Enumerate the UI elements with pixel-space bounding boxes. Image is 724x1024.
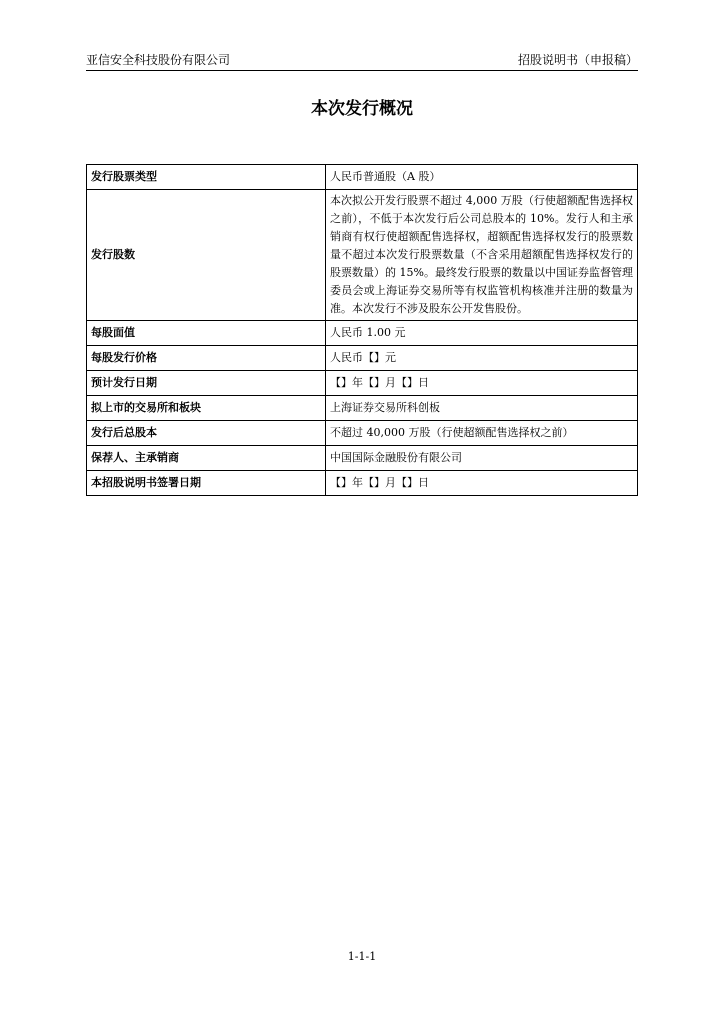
table-row (87, 321, 638, 346)
page-title: 本次发行概况 (311, 99, 413, 119)
header-document-type: 招股说明书（申报稿） (517, 53, 638, 67)
row-label: 拟上市的交易所和板块 (87, 396, 326, 421)
table-row (87, 346, 638, 371)
row-value: 不超过 40,000 万股（行使超额配售选择权之前） (326, 421, 638, 446)
row-value: 上海证券交易所科创板 (326, 396, 638, 421)
table-row (87, 396, 638, 421)
row-label: 本招股说明书签署日期 (87, 471, 326, 496)
header-company-name: 亚信安全科技股份有限公司 (86, 53, 231, 67)
row-value: 【】年【】月【】日 (326, 471, 638, 496)
offering-overview-table (86, 164, 638, 496)
row-label: 发行股数 (87, 190, 326, 321)
row-label: 发行股票类型 (87, 165, 326, 190)
row-label: 每股面值 (87, 321, 326, 346)
row-value: 本次拟公开发行股票不超过 4,000 万股（行使超额配售选择权之前），不低于本次发行后公司总股本的 10%。发行人和主承销商有权行使超额配售选择权，超额配售选择权发行的股票数量不超过本次发行股票数量（不含采用超额配售选择权发行的股票数量）的 15%。最终发行股票的数量以中国证券监督管理委员会或上海证券交易所等有权监管机构核准并注册的数量为准。本次发行不涉及股东公开发售股份。 (326, 190, 638, 321)
row-value: 人民币【】元 (326, 346, 638, 371)
table-row (87, 421, 638, 446)
row-value: 中国国际金融股份有限公司 (326, 446, 638, 471)
table-row (87, 371, 638, 396)
row-label: 保荐人、主承销商 (87, 446, 326, 471)
table-row (87, 471, 638, 496)
table-row (87, 446, 638, 471)
table-row (87, 190, 638, 321)
row-label: 发行后总股本 (87, 421, 326, 446)
row-value: 【】年【】月【】日 (326, 371, 638, 396)
row-label: 预计发行日期 (87, 371, 326, 396)
row-label: 每股发行价格 (87, 346, 326, 371)
table-row (87, 165, 638, 190)
row-value: 人民币普通股（A 股） (326, 165, 638, 190)
page-header (86, 52, 638, 71)
row-value: 人民币 1.00 元 (326, 321, 638, 346)
page-number: 1-1-1 (347, 950, 377, 963)
